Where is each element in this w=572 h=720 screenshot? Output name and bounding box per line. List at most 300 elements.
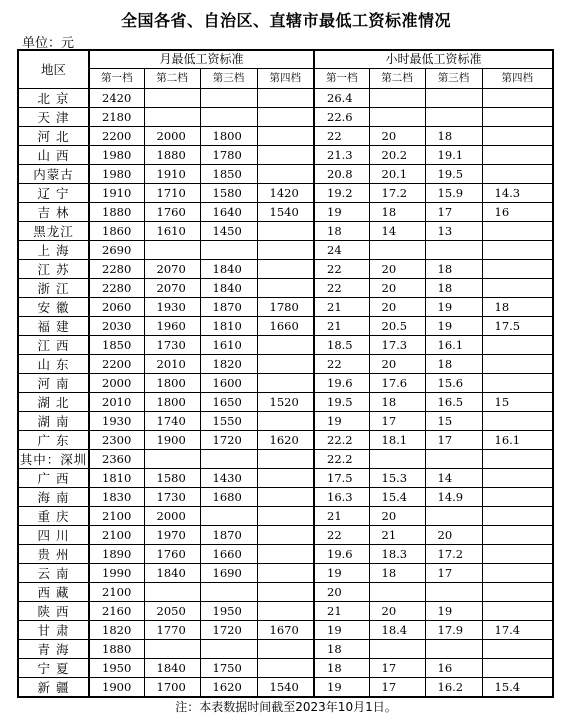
table-row: [18, 583, 553, 602]
hourly-tier-3-cell: 15.9: [425, 184, 482, 203]
monthly-tier-4-cell: [257, 640, 314, 659]
table-row: [18, 336, 553, 355]
hourly-tier-3-cell: 16.5: [425, 393, 482, 412]
region-cell: 宁 夏: [18, 659, 89, 678]
monthly-tier-2-cell: 1730: [144, 488, 200, 507]
hourly-tier-1-cell: 22: [314, 260, 369, 279]
hourly-tier-4-cell: [482, 564, 553, 583]
monthly-tier-2-cell: 1800: [144, 374, 200, 393]
region-cell: 湖 南: [18, 412, 89, 431]
hourly-tier-1-cell: 19.2: [314, 184, 369, 203]
monthly-tier-3-cell: 1720: [200, 431, 257, 450]
hourly-tier-2-cell: 20.2: [369, 146, 425, 165]
region-cell: 甘 肃: [18, 621, 89, 640]
monthly-tier-1-cell: 2100: [89, 507, 144, 526]
hourly-tier-4-cell: 17.5: [482, 317, 553, 336]
monthly-tier-3-cell: 1610: [200, 336, 257, 355]
monthly-tier-1-cell: 1820: [89, 621, 144, 640]
hourly-tier-4-cell: [482, 108, 553, 127]
hourly-tier-2-cell: 20: [369, 279, 425, 298]
monthly-tier-2-cell: 2000: [144, 507, 200, 526]
hourly-tier-2-cell: 18: [369, 393, 425, 412]
monthly-tier-4-cell: [257, 564, 314, 583]
hourly-tier-3-cell: 16.2: [425, 678, 482, 698]
monthly-tier-3-cell: 1550: [200, 412, 257, 431]
monthly-tier-4-cell: [257, 108, 314, 127]
hourly-tier-4-cell: [482, 241, 553, 260]
monthly-tier-1-cell: 2420: [89, 89, 144, 108]
monthly-tier-1-cell: 2280: [89, 279, 144, 298]
monthly-tier-3-cell: 1750: [200, 659, 257, 678]
hourly-tier-2-cell: 15.3: [369, 469, 425, 488]
hourly-tier-4-cell: [482, 526, 553, 545]
table-row: [18, 184, 553, 203]
table-row: [18, 241, 553, 260]
hourly-tier-2-cell: 20: [369, 298, 425, 317]
monthly-tier-2-cell: 1840: [144, 659, 200, 678]
monthly-tier-3-cell: 1690: [200, 564, 257, 583]
region-cell: 天 津: [18, 108, 89, 127]
region-cell: 青 海: [18, 640, 89, 659]
hourly-tier-1-cell: 19: [314, 203, 369, 222]
monthly-tier-4-cell: [257, 526, 314, 545]
hourly-tier-4-cell: [482, 260, 553, 279]
monthly-tier-2-cell: 2000: [144, 127, 200, 146]
hourly-tier-2-cell: 21: [369, 526, 425, 545]
table-row: [18, 469, 553, 488]
hourly-tier-3-cell: 14.9: [425, 488, 482, 507]
monthly-tier-1-cell: 2200: [89, 355, 144, 374]
hourly-tier-1-cell: 26.4: [314, 89, 369, 108]
hourly-tier-2-cell: 17.2: [369, 184, 425, 203]
hourly-tier-3-cell: 16: [425, 659, 482, 678]
hourly-tier-3-cell: 17: [425, 431, 482, 450]
table-row: [18, 203, 553, 222]
table-row: [18, 621, 553, 640]
hourly-tier-1-cell: 20.8: [314, 165, 369, 184]
hourly-tier-2-cell: 17.3: [369, 336, 425, 355]
hourly-tier-1-cell: 22: [314, 127, 369, 146]
monthly-tier-1-cell: 2280: [89, 260, 144, 279]
hourly-tier-1-cell: 19.6: [314, 374, 369, 393]
hourly-tier-1-cell: 22: [314, 279, 369, 298]
hourly-tier-1-cell: 18.5: [314, 336, 369, 355]
monthly-tier-4-cell: [257, 659, 314, 678]
region-cell: 山 西: [18, 146, 89, 165]
hourly-tier-3-cell: 17: [425, 564, 482, 583]
table-row: [18, 146, 553, 165]
table-row: [18, 431, 553, 450]
hourly-tier-2-cell: [369, 241, 425, 260]
hourly-tier-1-cell: 18: [314, 659, 369, 678]
monthly-tier-4-cell: [257, 260, 314, 279]
hourly-tier-4-cell: [482, 89, 553, 108]
region-cell: 河 北: [18, 127, 89, 146]
hourly-tier-2-cell: 14: [369, 222, 425, 241]
hourly-tier-3-cell: 19.1: [425, 146, 482, 165]
hourly-tier-4-cell: [482, 450, 553, 469]
monthly-tier-1-cell: 2690: [89, 241, 144, 260]
monthly-tier-2-cell: 1880: [144, 146, 200, 165]
monthly-tier-4-cell: [257, 469, 314, 488]
table-row: [18, 355, 553, 374]
table-row: [18, 507, 553, 526]
monthly-tier-1-cell: 2200: [89, 127, 144, 146]
hourly-tier-3-cell: 13: [425, 222, 482, 241]
monthly-tier-3-cell: 1580: [200, 184, 257, 203]
hourly-tier-2-cell: 15.4: [369, 488, 425, 507]
hourly-tier-1-cell: 22: [314, 355, 369, 374]
monthly-tier-4-cell: [257, 374, 314, 393]
header-hourly: 小时最低工资标准: [314, 50, 553, 69]
monthly-tier-2-cell: 1700: [144, 678, 200, 698]
monthly-tier-2-cell: 1960: [144, 317, 200, 336]
monthly-tier-3-cell: 1870: [200, 298, 257, 317]
monthly-tier-4-cell: [257, 222, 314, 241]
hourly-tier-1-cell: 22: [314, 526, 369, 545]
table-row: [18, 108, 553, 127]
hourly-tier-4-cell: [482, 659, 553, 678]
monthly-tier-4-cell: 1660: [257, 317, 314, 336]
monthly-tier-3-cell: 1810: [200, 317, 257, 336]
monthly-tier-4-cell: [257, 355, 314, 374]
monthly-tier-2-cell: 1930: [144, 298, 200, 317]
hourly-tier-3-cell: 14: [425, 469, 482, 488]
monthly-tier-3-cell: 1600: [200, 374, 257, 393]
hourly-tier-1-cell: 19.5: [314, 393, 369, 412]
hourly-tier-1-cell: 18: [314, 222, 369, 241]
hourly-tier-2-cell: 18: [369, 564, 425, 583]
hourly-tier-3-cell: 19.5: [425, 165, 482, 184]
region-cell: 广 西: [18, 469, 89, 488]
monthly-tier-3-cell: 1680: [200, 488, 257, 507]
monthly-tier-1-cell: 1880: [89, 203, 144, 222]
monthly-tier-1-cell: 1980: [89, 165, 144, 184]
hourly-tier-1-cell: 22.6: [314, 108, 369, 127]
monthly-tier-4-cell: 1540: [257, 678, 314, 698]
monthly-tier-4-cell: [257, 450, 314, 469]
region-cell: 江 苏: [18, 260, 89, 279]
hourly-tier-1-cell: 22.2: [314, 450, 369, 469]
unit-label: 单位：元: [22, 36, 75, 51]
hourly-tier-4-cell: [482, 279, 553, 298]
monthly-tier-3-cell: 1840: [200, 260, 257, 279]
monthly-tier-4-cell: [257, 127, 314, 146]
header-hourly-tier-4: 第四档: [482, 69, 553, 89]
monthly-tier-1-cell: 1950: [89, 659, 144, 678]
hourly-tier-3-cell: 18: [425, 127, 482, 146]
monthly-tier-2-cell: [144, 640, 200, 659]
region-cell: 内蒙古: [18, 165, 89, 184]
hourly-tier-1-cell: 16.3: [314, 488, 369, 507]
table-row: [18, 488, 553, 507]
table-row: [18, 393, 553, 412]
region-cell: 重 庆: [18, 507, 89, 526]
monthly-tier-2-cell: 1800: [144, 393, 200, 412]
hourly-tier-2-cell: 17: [369, 412, 425, 431]
hourly-tier-4-cell: [482, 355, 553, 374]
region-cell: 河 南: [18, 374, 89, 393]
monthly-tier-2-cell: 1760: [144, 545, 200, 564]
monthly-tier-3-cell: 1870: [200, 526, 257, 545]
monthly-tier-4-cell: [257, 241, 314, 260]
monthly-tier-1-cell: 1890: [89, 545, 144, 564]
region-cell: 西 藏: [18, 583, 89, 602]
monthly-tier-1-cell: 1930: [89, 412, 144, 431]
region-cell: 黑龙江: [18, 222, 89, 241]
monthly-tier-1-cell: 1990: [89, 564, 144, 583]
hourly-tier-1-cell: 24: [314, 241, 369, 260]
hourly-tier-2-cell: 20: [369, 602, 425, 621]
hourly-tier-2-cell: 20: [369, 127, 425, 146]
region-cell: 广 东: [18, 431, 89, 450]
hourly-tier-2-cell: 20.1: [369, 165, 425, 184]
hourly-tier-4-cell: 14.3: [482, 184, 553, 203]
monthly-tier-2-cell: 2050: [144, 602, 200, 621]
hourly-tier-1-cell: 21: [314, 317, 369, 336]
region-cell: 其中：深圳: [19, 451, 88, 467]
hourly-tier-4-cell: [482, 488, 553, 507]
hourly-tier-3-cell: [425, 583, 482, 602]
monthly-tier-1-cell: 2030: [89, 317, 144, 336]
hourly-tier-1-cell: 19.6: [314, 545, 369, 564]
table-row: [18, 165, 553, 184]
hourly-tier-4-cell: [482, 374, 553, 393]
monthly-tier-3-cell: 1720: [200, 621, 257, 640]
monthly-tier-1-cell: 1860: [89, 222, 144, 241]
monthly-tier-2-cell: 1580: [144, 469, 200, 488]
hourly-tier-3-cell: 18: [425, 260, 482, 279]
header-monthly-tier-4: 第四档: [257, 69, 314, 89]
monthly-tier-1-cell: 2060: [89, 298, 144, 317]
hourly-tier-2-cell: [369, 89, 425, 108]
header-hourly-tier-3: 第三档: [425, 69, 482, 89]
region-cell: 安 徽: [18, 298, 89, 317]
monthly-tier-2-cell: [144, 89, 200, 108]
hourly-tier-2-cell: 17.6: [369, 374, 425, 393]
monthly-tier-4-cell: 1420: [257, 184, 314, 203]
hourly-tier-3-cell: 17.9: [425, 621, 482, 640]
region-cell: 北 京: [18, 89, 89, 108]
monthly-tier-3-cell: 1950: [200, 602, 257, 621]
monthly-tier-2-cell: [144, 241, 200, 260]
hourly-tier-3-cell: 15: [425, 412, 482, 431]
hourly-tier-1-cell: 18: [314, 640, 369, 659]
hourly-tier-4-cell: [482, 640, 553, 659]
hourly-tier-3-cell: [425, 507, 482, 526]
monthly-tier-3-cell: 1430: [200, 469, 257, 488]
hourly-tier-2-cell: 20.5: [369, 317, 425, 336]
hourly-tier-4-cell: [482, 336, 553, 355]
hourly-tier-4-cell: [482, 602, 553, 621]
region-cell: 江 西: [18, 336, 89, 355]
hourly-tier-2-cell: [369, 450, 425, 469]
region-cell: 吉 林: [18, 203, 89, 222]
monthly-tier-4-cell: 1540: [257, 203, 314, 222]
table-row: [18, 659, 553, 678]
hourly-tier-2-cell: 17: [369, 659, 425, 678]
monthly-tier-2-cell: 1730: [144, 336, 200, 355]
hourly-tier-2-cell: 18.1: [369, 431, 425, 450]
region-cell: 海 南: [18, 488, 89, 507]
monthly-tier-2-cell: [144, 583, 200, 602]
table-row: [18, 564, 553, 583]
hourly-tier-3-cell: [425, 89, 482, 108]
hourly-tier-1-cell: 21.3: [314, 146, 369, 165]
hourly-tier-4-cell: [482, 545, 553, 564]
monthly-tier-2-cell: 2070: [144, 279, 200, 298]
monthly-tier-1-cell: 1880: [89, 640, 144, 659]
hourly-tier-4-cell: [482, 146, 553, 165]
hourly-tier-2-cell: 20: [369, 260, 425, 279]
table-row: [18, 450, 553, 469]
hourly-tier-4-cell: 18: [482, 298, 553, 317]
region-cell: 浙 江: [18, 279, 89, 298]
monthly-tier-4-cell: [257, 602, 314, 621]
table-row: [18, 640, 553, 659]
header-monthly-tier-2: 第二档: [144, 69, 200, 89]
table-row: [18, 317, 553, 336]
monthly-tier-4-cell: 1670: [257, 621, 314, 640]
table-row: [18, 545, 553, 564]
monthly-tier-2-cell: 1910: [144, 165, 200, 184]
region-cell: 四 川: [18, 526, 89, 545]
table-row: [18, 279, 553, 298]
region-cell: 贵 州: [18, 545, 89, 564]
hourly-tier-3-cell: 16.1: [425, 336, 482, 355]
hourly-tier-3-cell: 17.2: [425, 545, 482, 564]
hourly-tier-2-cell: 17: [369, 678, 425, 698]
monthly-tier-1-cell: 2180: [89, 108, 144, 127]
hourly-tier-3-cell: [425, 108, 482, 127]
monthly-tier-2-cell: 1610: [144, 222, 200, 241]
hourly-tier-2-cell: 18.3: [369, 545, 425, 564]
monthly-tier-1-cell: 2360: [89, 450, 144, 469]
monthly-tier-4-cell: [257, 488, 314, 507]
monthly-tier-1-cell: 2300: [89, 431, 144, 450]
header-monthly: 月最低工资标准: [89, 50, 314, 69]
hourly-tier-3-cell: 17: [425, 203, 482, 222]
monthly-tier-1-cell: 2100: [89, 583, 144, 602]
footnote: 注：本表数据时间截至2023年10月1日。: [175, 700, 397, 714]
monthly-tier-3-cell: [200, 89, 257, 108]
monthly-tier-3-cell: [200, 241, 257, 260]
hourly-tier-3-cell: 19: [425, 298, 482, 317]
table-row: [18, 412, 553, 431]
monthly-tier-2-cell: 1770: [144, 621, 200, 640]
monthly-tier-1-cell: 1830: [89, 488, 144, 507]
header-region: 地区: [18, 50, 89, 89]
hourly-tier-1-cell: 21: [314, 298, 369, 317]
monthly-tier-4-cell: [257, 412, 314, 431]
hourly-tier-3-cell: [425, 241, 482, 260]
monthly-tier-3-cell: [200, 583, 257, 602]
region-cell: 山 东: [18, 355, 89, 374]
monthly-tier-4-cell: [257, 146, 314, 165]
hourly-tier-3-cell: 20: [425, 526, 482, 545]
hourly-tier-2-cell: 18.4: [369, 621, 425, 640]
hourly-tier-4-cell: [482, 469, 553, 488]
monthly-tier-1-cell: 1850: [89, 336, 144, 355]
monthly-tier-2-cell: 1740: [144, 412, 200, 431]
region-cell: 福 建: [18, 317, 89, 336]
table-row: [18, 298, 553, 317]
table-row: [18, 602, 553, 621]
monthly-tier-1-cell: 1810: [89, 469, 144, 488]
monthly-tier-3-cell: 1450: [200, 222, 257, 241]
region-cell: 陕 西: [18, 602, 89, 621]
hourly-tier-3-cell: 18: [425, 355, 482, 374]
monthly-tier-4-cell: 1780: [257, 298, 314, 317]
monthly-tier-3-cell: [200, 507, 257, 526]
hourly-tier-4-cell: 15.4: [482, 678, 553, 698]
hourly-tier-4-cell: [482, 127, 553, 146]
monthly-tier-4-cell: [257, 279, 314, 298]
monthly-tier-4-cell: 1520: [257, 393, 314, 412]
hourly-tier-3-cell: [425, 450, 482, 469]
hourly-tier-3-cell: 18: [425, 279, 482, 298]
monthly-tier-1-cell: 1980: [89, 146, 144, 165]
monthly-tier-2-cell: 2010: [144, 355, 200, 374]
header-hourly-tier-1: 第一档: [314, 69, 369, 89]
monthly-tier-3-cell: 1840: [200, 279, 257, 298]
header-monthly-tier-1: 第一档: [89, 69, 144, 89]
hourly-tier-3-cell: 15.6: [425, 374, 482, 393]
monthly-tier-3-cell: 1640: [200, 203, 257, 222]
hourly-tier-3-cell: 19: [425, 317, 482, 336]
hourly-tier-4-cell: 15: [482, 393, 553, 412]
hourly-tier-4-cell: [482, 583, 553, 602]
monthly-tier-3-cell: 1800: [200, 127, 257, 146]
monthly-tier-4-cell: [257, 583, 314, 602]
monthly-tier-4-cell: [257, 165, 314, 184]
hourly-tier-2-cell: 20: [369, 507, 425, 526]
hourly-tier-1-cell: 20: [314, 583, 369, 602]
region-cell: 湖 北: [18, 393, 89, 412]
hourly-tier-4-cell: [482, 165, 553, 184]
monthly-tier-4-cell: [257, 336, 314, 355]
minimum-wage-table: [17, 49, 554, 698]
monthly-tier-3-cell: 1820: [200, 355, 257, 374]
monthly-tier-2-cell: 1840: [144, 564, 200, 583]
hourly-tier-4-cell: 17.4: [482, 621, 553, 640]
table-row: [18, 526, 553, 545]
monthly-tier-4-cell: [257, 507, 314, 526]
hourly-tier-1-cell: 21: [314, 602, 369, 621]
monthly-tier-3-cell: [200, 108, 257, 127]
region-cell: 辽 宁: [18, 184, 89, 203]
region-cell: 新 疆: [18, 678, 89, 698]
hourly-tier-1-cell: 17.5: [314, 469, 369, 488]
table-row: [18, 222, 553, 241]
hourly-tier-2-cell: [369, 108, 425, 127]
hourly-tier-3-cell: [425, 640, 482, 659]
table-row: [18, 89, 553, 108]
monthly-tier-2-cell: 1900: [144, 431, 200, 450]
table-row: [18, 374, 553, 393]
header-monthly-tier-3: 第三档: [200, 69, 257, 89]
monthly-tier-2-cell: 2070: [144, 260, 200, 279]
hourly-tier-4-cell: [482, 222, 553, 241]
monthly-tier-3-cell: 1650: [200, 393, 257, 412]
hourly-tier-1-cell: 19: [314, 412, 369, 431]
table-row: [18, 678, 553, 698]
hourly-tier-1-cell: 19: [314, 678, 369, 698]
monthly-tier-3-cell: 1850: [200, 165, 257, 184]
table-row: [18, 260, 553, 279]
monthly-tier-1-cell: 2000: [89, 374, 144, 393]
hourly-tier-1-cell: 19: [314, 621, 369, 640]
